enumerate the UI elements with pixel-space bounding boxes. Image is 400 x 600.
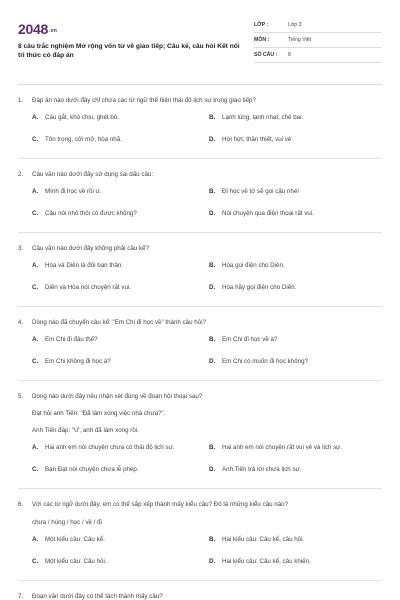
answer-option[interactable] [32, 527, 205, 549]
question-divider [18, 306, 382, 307]
option-letter: C. [32, 557, 39, 565]
option-letter: B. [209, 535, 216, 543]
option-text: Hòa và Diên là đôi bạn thân. [45, 262, 124, 270]
option-text: Nói chuyện qua điện thoại rất vui. [222, 210, 314, 218]
answer-option[interactable] [209, 201, 382, 223]
option-letter: A. [32, 188, 39, 196]
question-1 [18, 97, 382, 149]
header-divider [18, 84, 382, 85]
header [18, 18, 382, 76]
answer-option[interactable] [32, 349, 205, 371]
answer-option[interactable] [209, 275, 382, 297]
answer-option[interactable] [32, 457, 205, 479]
info-row-subject [254, 33, 382, 48]
answer-options [18, 179, 382, 223]
answer-option[interactable] [209, 327, 382, 349]
info-value: Tiếng Việt [288, 36, 312, 43]
answer-option[interactable] [209, 457, 382, 479]
question-context-line: Anh Tiến đáp: "Ừ, anh đã làm xong rồi. [32, 427, 139, 435]
option-text: Hời hợt, thân thiết, vui vẻ [222, 136, 292, 144]
question-context-line: Đạt hỏi anh Tiến: "Đã làm xong việc nhà chưa?". [32, 410, 166, 418]
question-header [18, 319, 382, 327]
answer-option[interactable] [32, 127, 205, 149]
question-text: Dòng nào dưới đây nêu nhận xét đúng về đoạn hội thoại sau? [32, 393, 203, 401]
question-header [18, 393, 382, 401]
option-letter: A. [32, 336, 39, 344]
answer-option[interactable] [209, 179, 382, 201]
option-letter: A. [32, 535, 39, 543]
question-6 [18, 501, 382, 570]
option-text: Em Chi đi học về à? [222, 336, 278, 344]
question-header [18, 501, 382, 509]
answer-options [18, 105, 382, 149]
logo-main-text: 2048 [18, 21, 48, 37]
question-4 [18, 319, 382, 371]
option-text: Đi học về tớ sẽ gọi cậu nhé! [222, 188, 299, 196]
option-text: Tôn trọng, cởi mở, hòa nhã. [45, 136, 122, 144]
answer-option[interactable] [32, 275, 205, 297]
option-text: Mình đi học về rồi ư. [45, 188, 102, 196]
option-text: Hai kiểu câu: Câu kể, câu khiến. [222, 557, 311, 565]
question-header [18, 171, 382, 179]
info-value: 8 [288, 51, 291, 58]
question-header [18, 97, 382, 105]
option-text: Anh Tiến trả lời chưa lịch sự. [222, 466, 302, 474]
option-letter: A. [32, 114, 39, 122]
answer-option[interactable] [209, 435, 382, 457]
option-letter: C. [32, 136, 39, 144]
option-text: Cậu nói nhỏ thôi có được không? [45, 210, 137, 218]
info-row-count [254, 48, 382, 63]
answer-options [18, 253, 382, 297]
question-list [18, 97, 382, 600]
question-text: Câu văn nào dưới đây không phải câu kể? [32, 245, 149, 253]
answer-option[interactable] [32, 435, 205, 457]
option-text: Cáu gắt, khó chịu, ghét bỏ. [45, 114, 119, 122]
question-text: Với các từ ngữ dưới đây, em có thể sắp xếp thành mấy kiểu câu? Đó là những kiểu câu nào? [32, 501, 289, 509]
question-text: Dòng nào đã chuyển câu kể: "Em Chi đi học về" thành câu hỏi? [32, 319, 206, 327]
question-number: 4. [18, 319, 24, 327]
option-text: Hai anh em nói chuyện chưa có thái độ lịch sự. [45, 444, 175, 452]
option-letter: D. [209, 557, 216, 565]
answer-option[interactable] [209, 349, 382, 371]
option-text: Một kiểu câu: Câu hỏi. [45, 557, 107, 565]
question-header [18, 245, 382, 253]
question-text: Câu văn nào dưới đây sử dụng sai dấu câu: [32, 171, 154, 179]
info-label: LỚP : [254, 21, 269, 28]
question-context-line: chưa / hùng / học / về / đi [32, 518, 102, 526]
question-number: 3. [18, 245, 24, 253]
option-text: Em Chi đi đâu thế? [45, 336, 98, 344]
option-text: Diên và Hòa nói chuyện rất vui. [45, 284, 131, 292]
answer-option[interactable] [32, 253, 205, 275]
info-table [254, 18, 382, 63]
answer-option[interactable] [32, 105, 205, 127]
answer-option[interactable] [32, 201, 205, 223]
info-label: SỐ CÂU : [254, 51, 278, 58]
question-divider [18, 232, 382, 233]
answer-option[interactable] [32, 179, 205, 201]
question-number: 5. [18, 393, 24, 401]
question-7 [18, 593, 382, 600]
question-divider [18, 158, 382, 159]
option-letter: C. [32, 210, 39, 218]
option-text: Hai anh em nói chuyện rất vui vẻ và lịch sự. [222, 444, 343, 452]
option-letter: D. [209, 136, 216, 144]
answer-option[interactable] [209, 127, 382, 149]
option-letter: A. [32, 262, 39, 270]
option-letter: C. [32, 284, 39, 292]
option-letter: B. [209, 444, 216, 452]
answer-option[interactable] [209, 549, 382, 571]
option-text: Bạn Đạt nói chuyện chưa lễ phép. [45, 466, 139, 474]
question-number: 7. [18, 592, 24, 600]
info-row-grade [254, 18, 382, 33]
question-divider [18, 380, 382, 381]
info-label: MÔN : [254, 36, 270, 43]
answer-options [18, 435, 382, 479]
option-text: Hai kiểu câu: Câu kể, câu hỏi. [222, 535, 305, 543]
option-letter: B. [209, 336, 216, 344]
answer-option[interactable] [209, 527, 382, 549]
option-letter: D. [209, 284, 216, 292]
info-value: Lớp 3 [288, 21, 302, 28]
answer-options [18, 327, 382, 371]
option-letter: D. [209, 210, 216, 218]
logo-sub-text: .vn [48, 27, 57, 34]
option-letter: B. [209, 114, 216, 122]
option-letter: B. [209, 262, 216, 270]
answer-option[interactable] [32, 549, 205, 571]
option-letter: D. [209, 466, 216, 474]
site-logo[interactable] [18, 18, 57, 36]
option-text: Hòa gọi điện cho Diên. [222, 262, 285, 270]
question-number: 1. [18, 97, 24, 104]
question-number: 2. [18, 171, 24, 179]
question-text: Đáp án nào dưới đây chỉ chứa các từ ngữ thể hiện thái độ lịch sự trong giao tiếp? [32, 97, 256, 104]
document-title: 8 câu trắc nghiệm Mở rộng vốn từ về giao tiếp; Câu kể, câu hỏi Kết nối tri thức có đáp án [18, 43, 240, 60]
answer-option[interactable] [209, 105, 382, 127]
question-5 [18, 393, 382, 479]
option-letter: C. [32, 466, 39, 474]
option-letter: D. [209, 358, 216, 366]
question-text: Đoạn văn dưới đây có thể tách thành mấy câu? [32, 592, 163, 600]
option-text: Em Chi có muốn đi học không? [222, 358, 308, 366]
question-2 [18, 171, 382, 223]
question-divider [18, 580, 382, 581]
option-text: Em Chi không đi học à? [45, 358, 111, 366]
option-text: Hòa hãy gọi điện cho Diên. [222, 284, 297, 292]
question-3 [18, 245, 382, 297]
option-text: Một kiểu câu: Câu kể. [45, 535, 105, 543]
answer-option[interactable] [32, 327, 205, 349]
option-text: Lạnh lùng, lạnh nhạt, chê bai. [222, 114, 304, 122]
answer-option[interactable] [209, 253, 382, 275]
option-letter: C. [32, 358, 39, 366]
option-letter: A. [32, 444, 39, 452]
option-letter: B. [209, 188, 216, 196]
question-header [18, 593, 382, 600]
question-divider [18, 488, 382, 489]
answer-options [18, 527, 382, 571]
question-number: 6. [18, 501, 24, 509]
